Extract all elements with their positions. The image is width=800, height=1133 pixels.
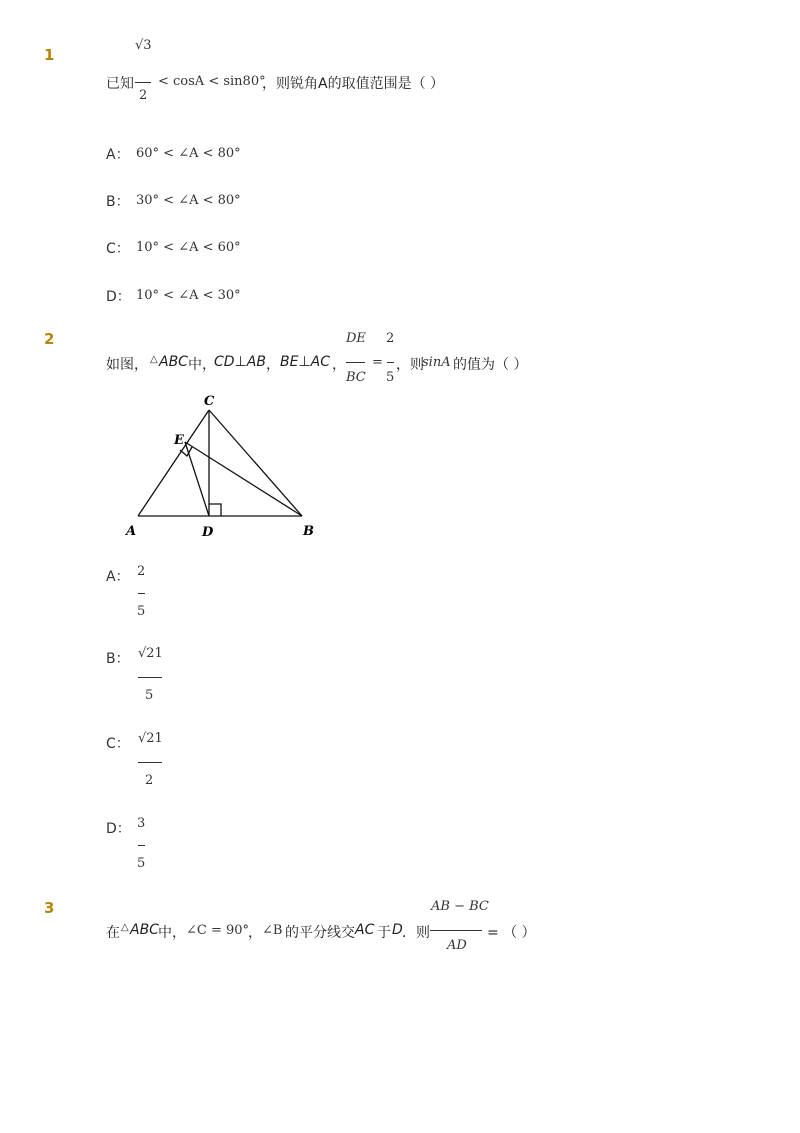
option-a-numerator[interactable]: 2 bbox=[137, 564, 146, 579]
fraction-bar bbox=[138, 762, 162, 763]
option-a-label[interactable]: A： bbox=[106, 569, 130, 585]
fraction-bar bbox=[346, 362, 365, 363]
option-c-label[interactable]: C： bbox=[106, 241, 130, 257]
stem-text: 的平分线交 bbox=[285, 925, 355, 941]
triangle-symbol: △ bbox=[150, 354, 158, 365]
option-a-label[interactable]: A： bbox=[106, 147, 130, 163]
stem-be: BE⊥AC bbox=[280, 354, 330, 370]
option-a-text[interactable]: 60° < ∠A < 80° bbox=[136, 146, 241, 161]
option-b-text[interactable]: 30° < ∠A < 80° bbox=[136, 193, 241, 208]
fraction-numerator: 2 bbox=[386, 331, 395, 346]
option-d-text[interactable]: 10° < ∠A < 30° bbox=[136, 288, 241, 303]
stem-prefix: 如图， bbox=[106, 357, 148, 373]
right-angle-mark-d bbox=[209, 504, 221, 516]
question-number: 2 bbox=[44, 330, 55, 348]
option-b-label[interactable]: B： bbox=[106, 651, 130, 667]
option-d-label[interactable]: D： bbox=[106, 821, 131, 837]
option-c-denominator[interactable]: 2 bbox=[145, 773, 154, 788]
triangle-figure bbox=[120, 390, 330, 550]
question-number: 1 bbox=[44, 46, 55, 64]
stem-ac: AC bbox=[355, 922, 375, 938]
fraction-bar bbox=[135, 82, 151, 83]
triangle-symbol: △ bbox=[121, 922, 129, 933]
option-b-label[interactable]: B： bbox=[106, 194, 130, 210]
stem-expression: < cosA < sin80° bbox=[158, 74, 266, 89]
option-a-denominator[interactable]: 5 bbox=[137, 604, 146, 619]
label-d: D bbox=[202, 525, 214, 540]
segment-bc bbox=[209, 410, 302, 516]
stem-suffix: = （ ） bbox=[487, 925, 536, 941]
option-d-label[interactable]: D： bbox=[106, 289, 131, 305]
fraction-denominator: BC bbox=[346, 370, 366, 385]
label-b: B bbox=[303, 524, 314, 539]
stem-suffix: ，则锐角A的取值范围是（ ） bbox=[262, 76, 445, 92]
segment-ac bbox=[138, 410, 209, 516]
stem-then: ，则 bbox=[396, 357, 424, 373]
fraction-numerator: AB − BC bbox=[431, 899, 489, 914]
stem-prefix: 已知 bbox=[106, 76, 134, 92]
stem-d: D bbox=[392, 922, 403, 938]
fraction-bar bbox=[138, 845, 145, 846]
option-c-label[interactable]: C： bbox=[106, 736, 130, 752]
stem-suffix: 的值为（ ） bbox=[453, 357, 528, 373]
equals-sign: = bbox=[372, 355, 383, 370]
label-c: C bbox=[204, 394, 215, 409]
stem-abc: ABC bbox=[159, 354, 188, 370]
label-e: E bbox=[174, 433, 184, 448]
segment-be bbox=[185, 442, 302, 516]
right-angle-mark-e bbox=[180, 447, 192, 456]
stem-text: ．则 bbox=[402, 925, 430, 941]
fraction-numerator: DE bbox=[346, 331, 366, 346]
label-a: A bbox=[126, 524, 137, 539]
stem-angle-c: ∠C = 90° bbox=[186, 923, 250, 938]
option-d-numerator[interactable]: 3 bbox=[137, 816, 146, 831]
stem-mid: 中， bbox=[158, 925, 186, 941]
stem-cd: CD⊥AB bbox=[214, 354, 266, 370]
question-number: 3 bbox=[44, 899, 55, 917]
option-d-denominator[interactable]: 5 bbox=[137, 856, 146, 871]
fraction-numerator: √3 bbox=[135, 38, 152, 53]
fraction-bar bbox=[138, 677, 162, 678]
option-b-denominator[interactable]: 5 bbox=[145, 688, 154, 703]
stem-comma: ， bbox=[248, 925, 262, 941]
stem-comma: ， bbox=[332, 357, 346, 373]
fraction-denominator: 2 bbox=[139, 88, 148, 103]
fraction-bar bbox=[430, 930, 482, 931]
option-c-numerator[interactable]: √21 bbox=[138, 731, 163, 746]
fraction-bar bbox=[387, 362, 394, 363]
stem-text: 于 bbox=[377, 925, 391, 941]
stem-prefix: 在 bbox=[106, 925, 120, 941]
stem-mid: 中， bbox=[188, 357, 216, 373]
fraction-denominator: 5 bbox=[386, 370, 395, 385]
fraction-bar bbox=[138, 593, 145, 594]
option-b-numerator[interactable]: √21 bbox=[138, 646, 163, 661]
stem-comma: ， bbox=[266, 357, 280, 373]
fraction-denominator: AD bbox=[447, 938, 467, 953]
stem-angle-b: ∠B bbox=[262, 923, 283, 938]
stem-abc: ABC bbox=[130, 922, 159, 938]
stem-sina: sinA bbox=[422, 355, 451, 370]
option-c-text[interactable]: 10° < ∠A < 60° bbox=[136, 240, 241, 255]
